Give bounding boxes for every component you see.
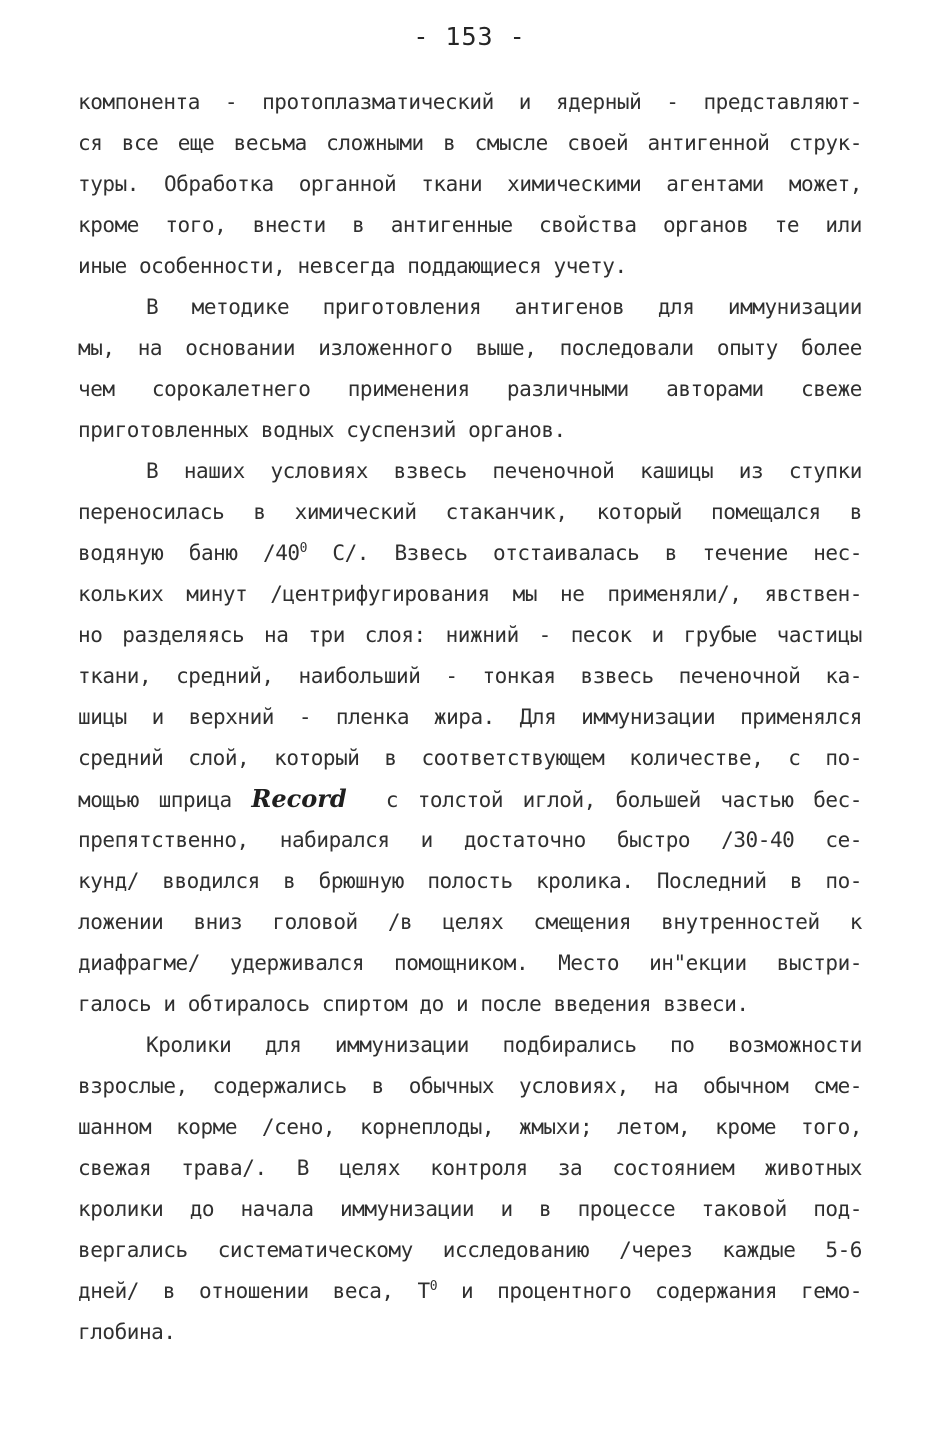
text-line: В методике приготовления антигенов для иммунизации	[146, 295, 862, 319]
text-line: средний слой, который в соответствующем количестве, с по-	[78, 746, 862, 770]
text-line: чем сорокалетнего применения различными авторами свеже	[78, 377, 862, 401]
text-line: В наших условиях взвесь печеночной кашицы из ступки	[146, 459, 862, 483]
text-run: дней/ в отношении веса, Т	[78, 1279, 430, 1303]
text-line: туры. Обработка органной ткани химическими агентами может,	[78, 172, 862, 196]
text-line: компонента - протоплазматический и ядерный - представляют-	[78, 90, 862, 114]
text-line: взрослые, содержались в обычных условиях, на обычном сме-	[78, 1074, 862, 1098]
text-line: Кролики для иммунизации подбирались по возможности	[146, 1033, 862, 1057]
text-line: кроме того, внести в антигенные свойства органов те или	[78, 213, 862, 237]
text-line	[78, 784, 862, 815]
text-line: шицы и верхний - пленка жира. Для иммунизации применялся	[78, 705, 862, 729]
text-line	[78, 538, 862, 568]
text-line: иные особенности, невсегда поддающиеся учету.	[78, 254, 627, 278]
text-run: с толстой иглой, большей частью бес-	[346, 788, 862, 812]
text-line: кролики до начала иммунизации и в процессе таковой под-	[78, 1197, 862, 1221]
text-line: но разделяясь на три слоя: нижний - песок и грубые частицы	[78, 623, 862, 647]
text-line: мы, на основании изложенного выше, последовали опыту более	[78, 336, 862, 360]
text-line: переносилась в химический стаканчик, который помещался в	[78, 500, 862, 524]
text-line: ся все еще весьма сложными в смысле своей антигенной струк-	[78, 131, 862, 155]
degree-superscript: 0	[429, 1279, 438, 1294]
text-line: приготовленных водных суспензий органов.	[78, 418, 566, 442]
text-run: мощью шприца	[78, 788, 252, 812]
text-line: глобина.	[78, 1320, 176, 1344]
text-line: шанном корме /сено, корнеплоды, жмыхи; летом, кроме того,	[78, 1115, 862, 1139]
text-run: и процентного содержания гемо-	[437, 1279, 862, 1303]
text-line: вергались систематическому исследованию /через каждые 5-6	[78, 1238, 862, 1262]
text-line: галось и обтиралось спиртом до и после введения взвеси.	[78, 992, 749, 1016]
text-line: препятственно, набирался и достаточно быстро /30-40 се-	[78, 828, 862, 852]
text-line	[78, 1276, 862, 1306]
record-handwritten-word: Record	[251, 784, 347, 813]
text-line: диафрагме/ удерживался помощником. Место ин"екции выстри-	[78, 951, 862, 975]
text-line: ткани, средний, наибольший - тонкая взвесь печеночной ка-	[78, 664, 862, 688]
text-line: свежая трава/. В целях контроля за состоянием животных	[78, 1156, 862, 1180]
text-line: кольких минут /центрифугирования мы не применяли/, явствен-	[78, 582, 862, 606]
degree-superscript: 0	[299, 541, 307, 556]
text-run: С/. Взвесь отстаивалась в течение нес-	[306, 541, 863, 565]
page-number: - 153 -	[413, 22, 526, 51]
text-line: кунд/ вводился в брюшную полость кролика. Последний в по-	[78, 869, 862, 893]
text-line: ложении вниз головой /в целях смещения внутренностей к	[78, 910, 862, 934]
text-run: водяную баню /40	[78, 541, 300, 565]
